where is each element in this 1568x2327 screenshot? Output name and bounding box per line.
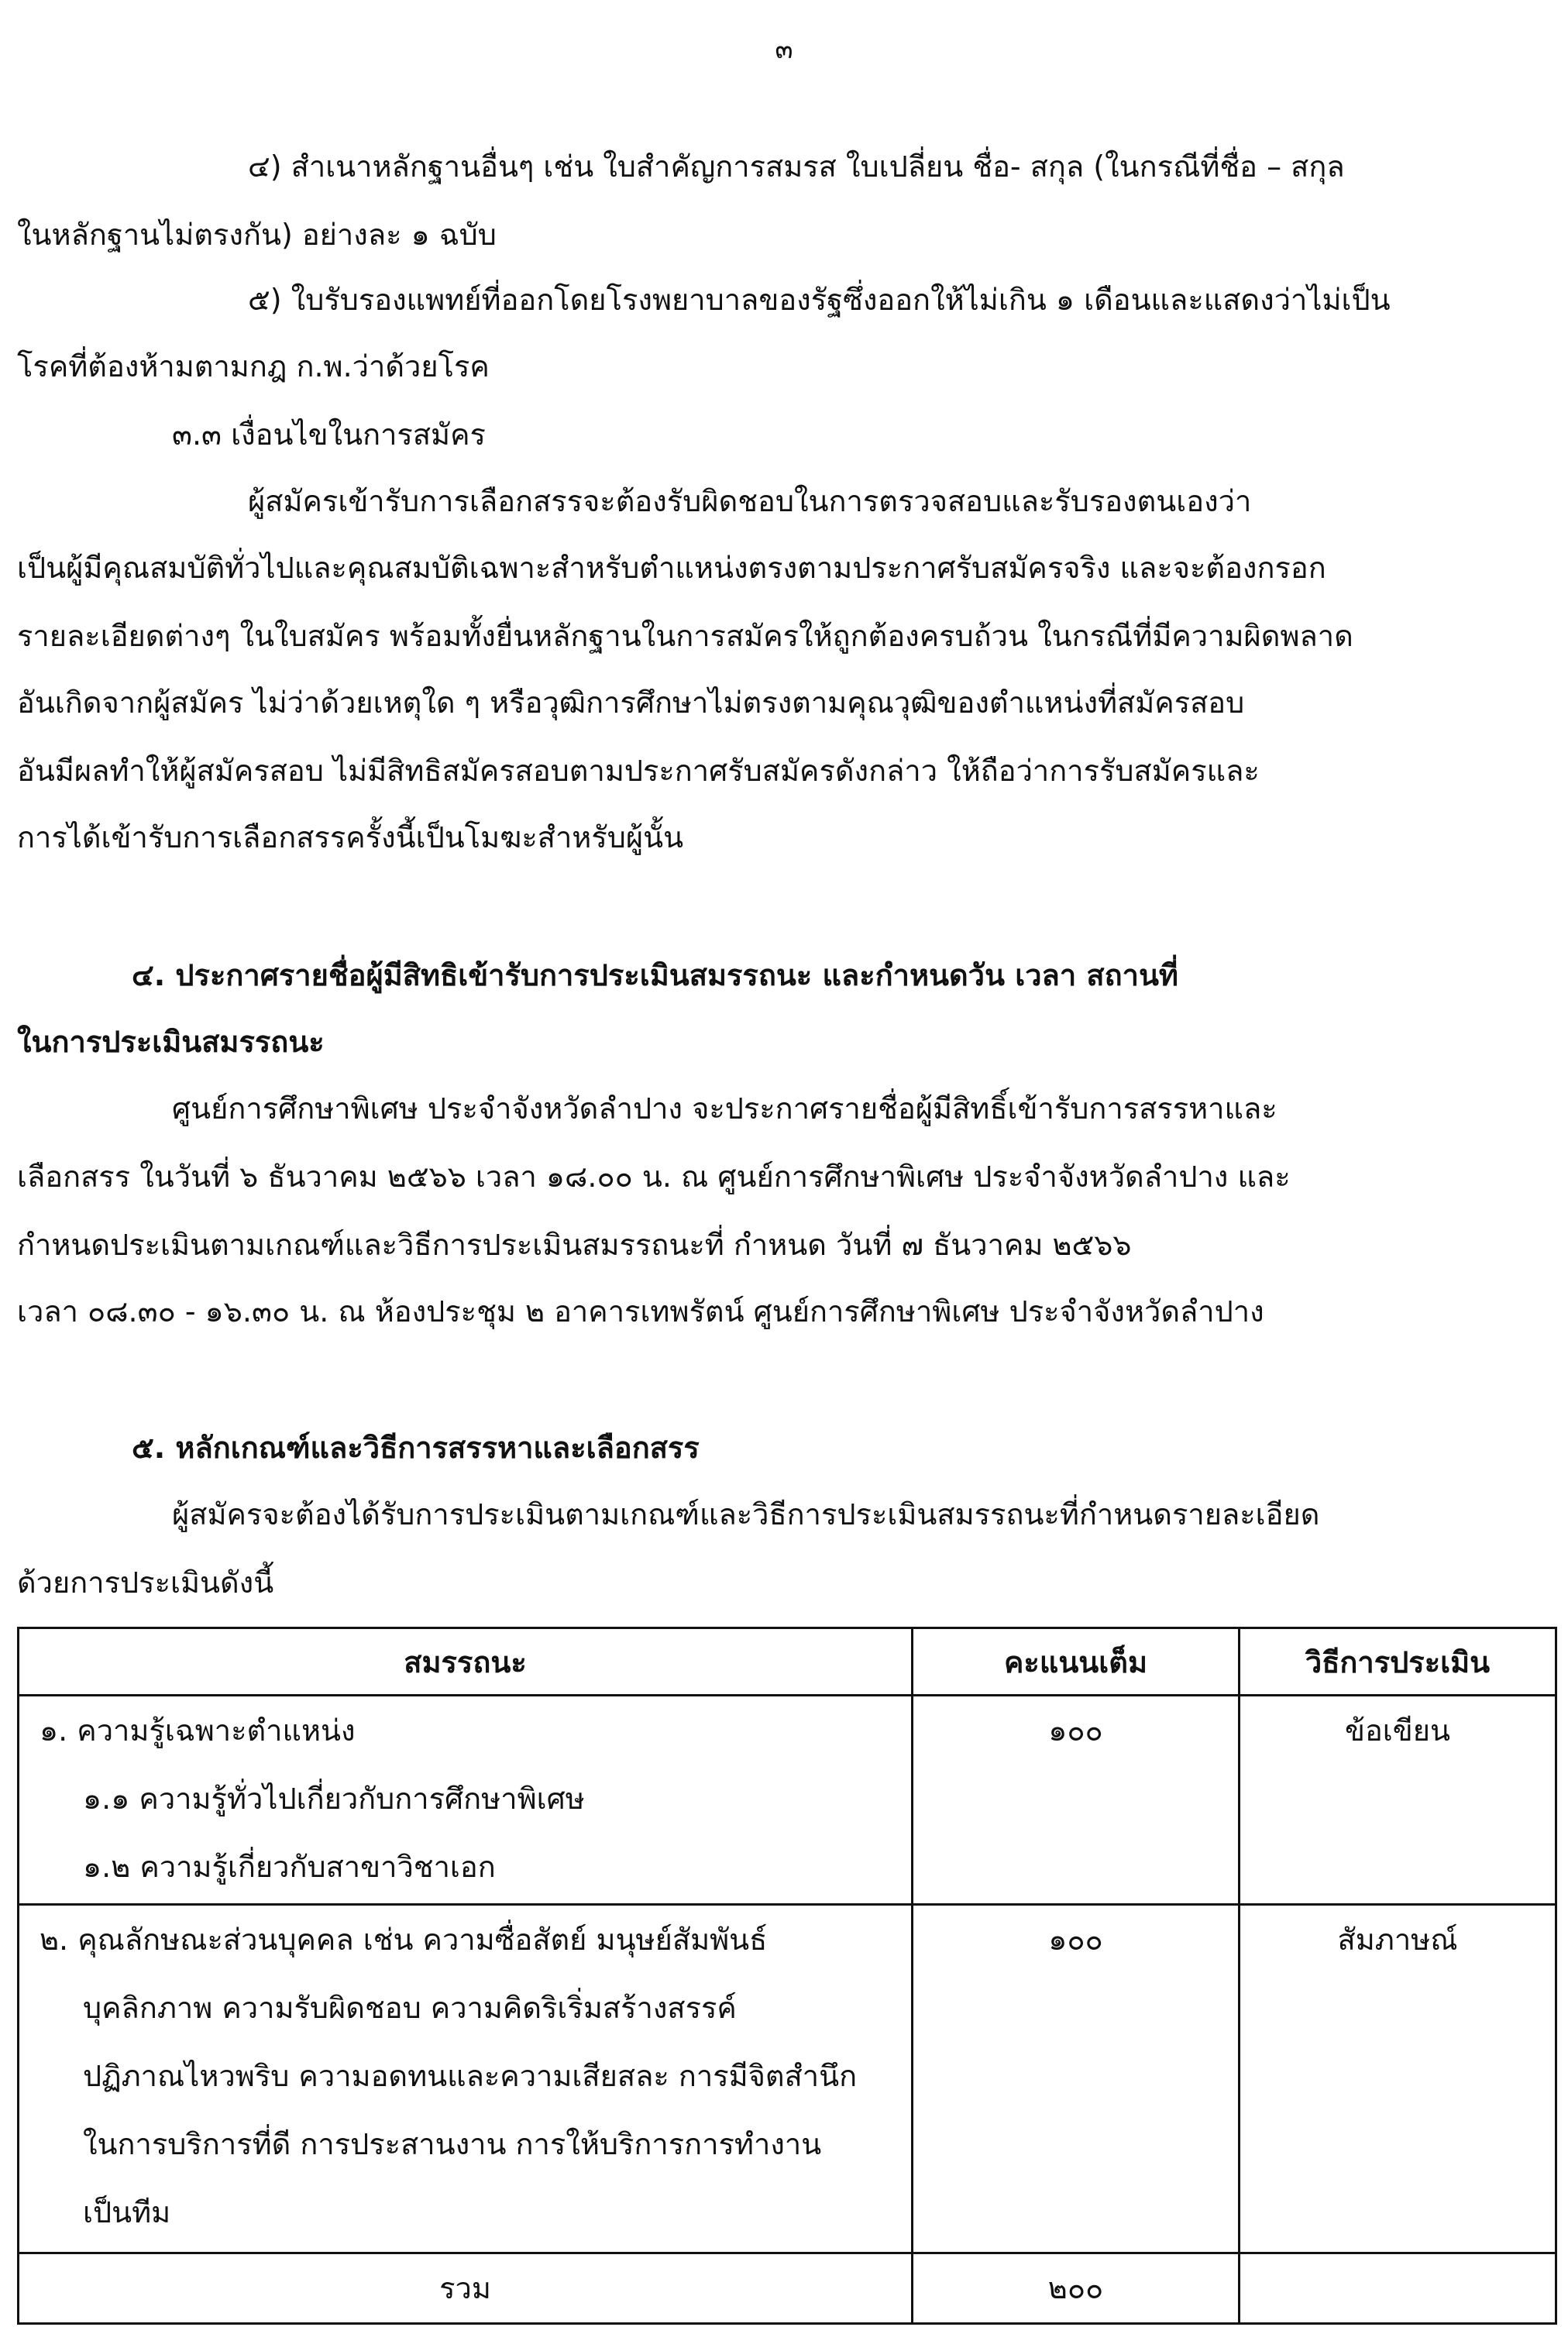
competency-line: ปฏิภาณไหวพริบ ความอดทนและความเสียสละ การมีจิตสำนึก [83,2059,858,2093]
paragraph-line: เวลา ๐๘.๓๐ - ๑๖.๓๐ น. ณ ห้องประชุม ๒ อาคารเทพรัตน์ ศูนย์การศึกษาพิเศษ ประจำจังหวัดลำปาง [17,1294,1264,1328]
paragraph-line: อันเกิดจากผู้สมัคร ไม่ว่าด้วยเหตุใด ๆ หรือวุฒิการศึกษาไม่ตรงตามคุณวุฒิของตำแหน่งที่สมัครสอบ [17,686,1245,720]
header-competency: สมรรถนะ [19,1628,913,1696]
paragraph-line: อันมีผลทำให้ผู้สมัครสอบ ไม่มีสิทธิสมัครสอบตามประกาศรับสมัครดังกล่าว ให้ถือว่าการรับสมัครและ [17,754,1260,788]
competency-line: เป็นทีม [83,2195,171,2229]
page-number: ๓ [775,34,793,65]
total-score: ๒๐๐ [1047,2271,1104,2305]
table-header-row [19,1628,1556,1696]
paragraph-line: ผู้สมัครจะต้องได้รับการประเมินตามเกณฑ์และวิธีการประเมินสมรรถนะที่กำหนดรายละเอียด [172,1497,1320,1531]
competency-line: ๑.๒ ความรู้เกี่ยวกับสาขาวิชาเอก [83,1850,496,1884]
competency-line: บุคลิกภาพ ความรับผิดชอบ ความคิดริเริ่มสร้างสรรค์ [83,1991,737,2025]
competency-line: ๑.๑ ความรู้ทั่วไปเกี่ยวกับการศึกษาพิเศษ [83,1782,585,1816]
paragraph-line: เป็นผู้มีคุณสมบัติทั่วไปและคุณสมบัติเฉพาะสำหรับตำแหน่งตรงตามประกาศรับสมัครจริง และจะต้องกรอก [17,551,1326,585]
score-value: ๑๐๐ [1048,1923,1103,1957]
table-row [19,1696,1556,1905]
method-value: ข้อเขียน [1344,1713,1450,1748]
paragraph-line: การได้เข้ารับการเลือกสรรครั้งนี้เป็นโมฆะสำหรับผู้นั้น [17,820,684,854]
paragraph-line: ในหลักฐานไม่ตรงกัน) อย่างละ ๑ ฉบับ [17,218,497,252]
method-cell [1240,1905,1556,2253]
paragraph-line: โรคที่ต้องห้ามตามกฎ ก.พ.ว่าด้วยโรค [17,349,490,383]
total-score-cell [913,2253,1240,2324]
competency-cell [19,1696,913,1905]
competency-line: ๒. คุณลักษณะส่วนบุคคล เช่น ความซื่อสัตย์ มนุษย์สัมพันธ์ [40,1923,768,1957]
paragraph-line: ศูนย์การศึกษาพิเศษ ประจำจังหวัดลำปาง จะประกาศรายชื่อผู้มีสิทธิ์เข้ารับการสรรหาและ [172,1091,1277,1126]
subsection-heading: ๓.๓ เงื่อนไขในการสมัคร [172,418,486,452]
total-empty-cell [1240,2253,1556,2324]
section-4-heading: ในการประเมินสมรรถนะ [17,1025,325,1059]
score-cell [913,1696,1240,1905]
header-full-score: คะแนนเต็ม [913,1628,1240,1696]
competency-line: ๑. ความรู้เฉพาะตำแหน่ง [40,1713,356,1748]
paragraph-line: รายละเอียดต่างๆ ในใบสมัคร พร้อมทั้งยื่นหลักฐานในการสมัครให้ถูกต้องครบถ้วน ในกรณีที่มีความผิดพลาด [17,619,1353,653]
method-value: สัมภาษณ์ [1337,1923,1458,1957]
section-5-heading: ๕. หลักเกณฑ์และวิธีการสรรหาและเลือกสรร [132,1431,700,1465]
paragraph-line: ๕) ใบรับรองแพทย์ที่ออกโดยโรงพยาบาลของรัฐซึ่งออกให้ไม่เกิน ๑ เดือนและแสดงว่าไม่เป็น [248,283,1391,317]
section-4-heading: ๔. ประกาศรายชื่อผู้มีสิทธิเข้ารับการประเมินสมรรถนะ และกำหนดวัน เวลา สถานที่ [132,958,1178,992]
paragraph-line: ด้วยการประเมินดังนี้ [17,1566,274,1600]
score-value: ๑๐๐ [1048,1713,1103,1748]
paragraph-line: ผู้สมัครเข้ารับการเลือกสรรจะต้องรับผิดชอบในการตรวจสอบและรับรองตนเองว่า [248,484,1252,518]
total-label: รวม [439,2271,491,2305]
score-cell [913,1905,1240,2253]
method-cell [1240,1696,1556,1905]
paragraph-line: กำหนดประเมินตามเกณฑ์และวิธีการประเมินสมรรถนะที่ กำหนด วันที่ ๗ ธันวาคม ๒๕๖๖ [17,1228,1132,1262]
table-row [19,1905,1556,2253]
header-method: วิธีการประเมิน [1240,1628,1556,1696]
paragraph-line: ๔) สำเนาหลักฐานอื่นๆ เช่น ใบสำคัญการสมรส ใบเปลี่ยน ชื่อ- สกุล (ในกรณีที่ชื่อ – สกุล [248,150,1345,184]
competency-line: ในการบริการที่ดี การประสานงาน การให้บริการการทำงาน [83,2127,822,2161]
assessment-table [17,1627,1557,2325]
table-total-row [19,2253,1556,2324]
paragraph-line: เลือกสรร ในวันที่ ๖ ธันวาคม ๒๕๖๖ เวลา ๑๘.๐๐ น. ณ ศูนย์การศึกษาพิเศษ ประจำจังหวัดลำปาง และ [17,1160,1291,1194]
total-label-cell [19,2253,913,2324]
competency-cell [19,1905,913,2253]
